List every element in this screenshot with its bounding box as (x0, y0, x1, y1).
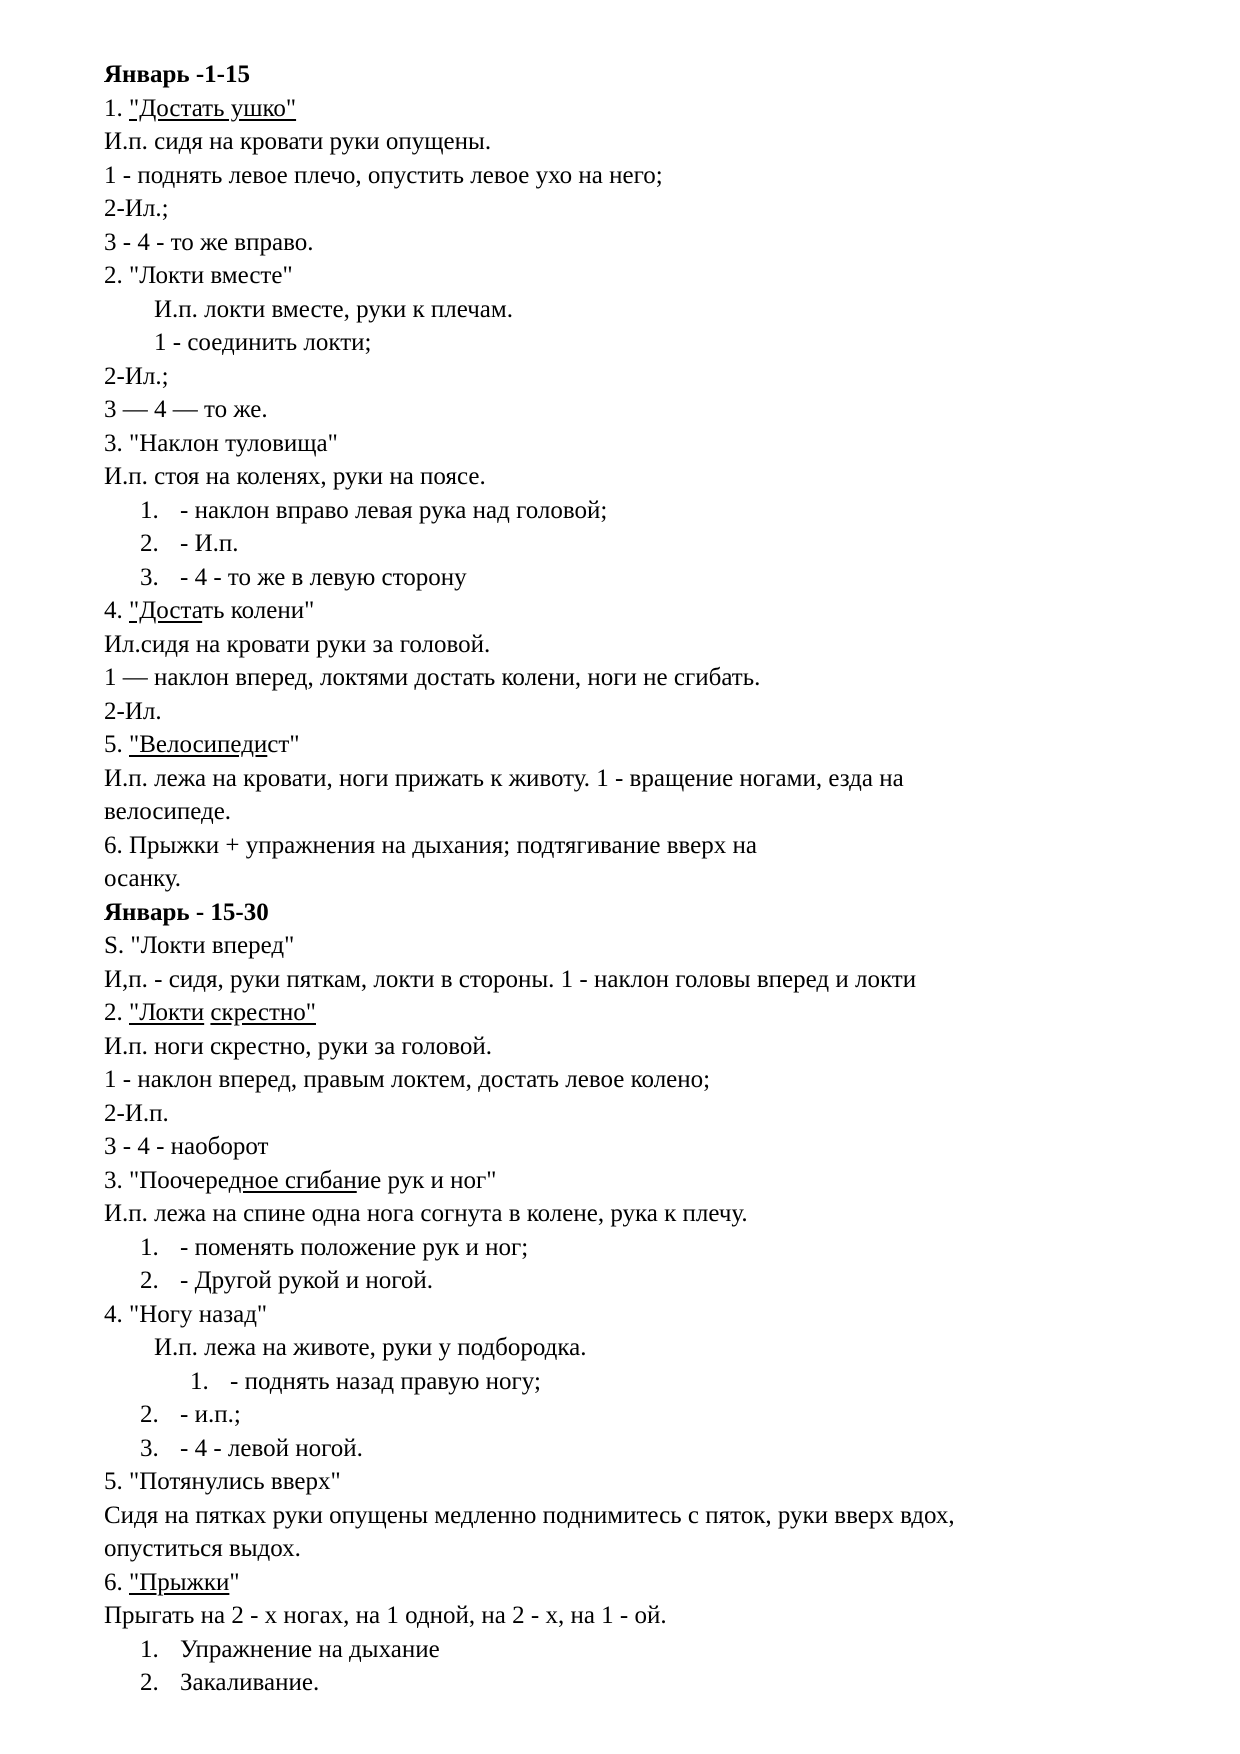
list-item (104, 527, 1144, 561)
underlined-text: "Доста (129, 597, 203, 624)
section-title-january-15-30: Январь - 15-30 (104, 898, 269, 926)
exercise-title (104, 728, 1144, 762)
list-item (104, 1264, 1144, 1298)
list-item (104, 1432, 1144, 1466)
exercise-title (104, 1566, 1144, 1600)
text-fragment: 3. "Поочере (104, 1166, 229, 1194)
list-item (104, 1231, 1144, 1265)
exercise-title (104, 1164, 1144, 1198)
text-line: 1 - соединить локти; (154, 329, 372, 356)
list-item-text: - 4 - левой ногой. (180, 1434, 363, 1462)
exercise-title: 2. "Локти вместе" (104, 262, 293, 289)
list-number: 1. (140, 1635, 159, 1663)
text-fragment: 2. (104, 999, 129, 1026)
underlined-text: скрестно" (210, 999, 316, 1026)
underlined-text: "Прыжки (129, 1568, 230, 1596)
exercise-title (104, 996, 1144, 1030)
list-number: 1. (140, 1233, 159, 1261)
list-item-text: Упражнение на дыхание (180, 1635, 440, 1663)
exercise-title: 4. "Ногу назад" (104, 1300, 268, 1328)
text-line: 1 - наклон вперед, правым локтем, достать левое колено; (104, 1066, 711, 1093)
text-line: И.п. лежа на кровати, ноги прижать к животу. 1 - вращение ногами, езда на (104, 764, 904, 792)
exercise-title: S. "Локти вперед" (104, 932, 295, 959)
list-item (104, 1365, 1144, 1399)
text-line: 2-Ил. (104, 697, 162, 725)
list-item-text: - Другой рукой и ногой. (180, 1267, 434, 1294)
text-line: Сидя на пятках руки опущены медленно поднимитесь с пяток, руки вверх вдох, (104, 1501, 955, 1529)
document-page (104, 58, 1144, 1700)
list-item-text: - поднять назад правую ногу; (230, 1367, 541, 1395)
list-number: 1. (190, 1367, 209, 1395)
text-line: И.п. ноги скрестно, руки за головой. (104, 1032, 493, 1060)
exercise-title: 3. "Наклон туловища" (104, 429, 338, 457)
text-line: 1 - поднять левое плечо, опустить левое ухо на него; (104, 161, 663, 189)
text-line: И.п. лежа на спине одна нога согнута в колене, рука к плечу. (104, 1200, 748, 1227)
text-fragment: 5. (104, 731, 129, 758)
list-number: 3. (140, 563, 159, 591)
text-line: 2-И.п. (104, 1099, 169, 1127)
list-item (104, 1633, 1144, 1667)
text-line: 3 — 4 — то же. (104, 396, 268, 423)
text-line: И.п. стоя на коленях, руки на поясе. (104, 463, 486, 490)
text-line: 6. Прыжки + упражнения на дыхания; подтягивание вверх на (104, 831, 758, 859)
text-line: 3 - 4 - наоборот (104, 1133, 269, 1160)
section-title-january-1-15: Январь -1-15 (104, 61, 250, 88)
list-number: 3. (140, 1434, 159, 1462)
text-line: 2-Ил.; (104, 362, 169, 390)
list-number: 2. (140, 1267, 159, 1294)
underlined-text: дное сгибан (228, 1166, 357, 1194)
text-line: Прыгать на 2 - х ногах, на 1 одной, на 2 - х, на 1 - ой. (104, 1602, 667, 1629)
list-item (104, 1398, 1144, 1432)
text-fragment: " (229, 1568, 240, 1596)
list-item (104, 1666, 1144, 1700)
exercise-title: 5. "Потянулись вверх" (104, 1468, 341, 1495)
text-line: 1 — наклон вперед, локтями достать колени, ноги не сгибать. (104, 664, 761, 691)
exercise-title (104, 92, 1144, 126)
text-fragment: ть колени" (202, 597, 315, 624)
list-item (104, 494, 1144, 528)
text-line: И.п. локти вместе, руки к плечам. (154, 295, 513, 323)
text-line: И.п. лежа на животе, руки у подбородка. (154, 1334, 587, 1361)
list-number: 2. (140, 1401, 159, 1428)
list-item-text: Закаливание. (180, 1669, 320, 1696)
list-item (104, 561, 1144, 595)
text-line: 3 - 4 - то же вправо. (104, 228, 314, 256)
list-item-text: - наклон вправо левая рука над головой; (180, 496, 608, 524)
text-line: Ил.сидя на кровати руки за головой. (104, 630, 491, 658)
text-fragment: 1. (104, 94, 129, 122)
exercise-title (104, 594, 1144, 628)
text-fragment: 4. (104, 597, 129, 624)
list-item-text: - 4 - то же в левую сторону (180, 563, 467, 591)
text-fragment: 6. (104, 1568, 129, 1596)
text-line: И.п. сидя на кровати руки опущены. (104, 128, 492, 155)
list-item-text: - и.п.; (180, 1401, 241, 1428)
underlined-text: "Локти (129, 999, 205, 1026)
underlined-text: "Велосипеди (129, 731, 268, 758)
list-number: 2. (140, 530, 159, 557)
text-line: велосипеде. (104, 798, 232, 825)
list-number: 2. (140, 1669, 159, 1696)
text-line: 2-Ил.; (104, 195, 169, 222)
list-item-text: - И.п. (180, 530, 239, 557)
text-line: И,п. - сидя, руки пяткам, локти в стороны. 1 - наклон головы вперед и локти (104, 965, 917, 993)
list-item-text: - поменять положение рук и ног; (180, 1233, 529, 1261)
text-fragment: ст" (267, 731, 300, 758)
list-number: 1. (140, 496, 159, 524)
underlined-text: "Достать ушко" (129, 94, 297, 122)
text-line: опуститься выдох. (104, 1535, 301, 1562)
text-line: осанку. (104, 865, 182, 892)
text-fragment: ие рук и ног" (356, 1166, 497, 1194)
